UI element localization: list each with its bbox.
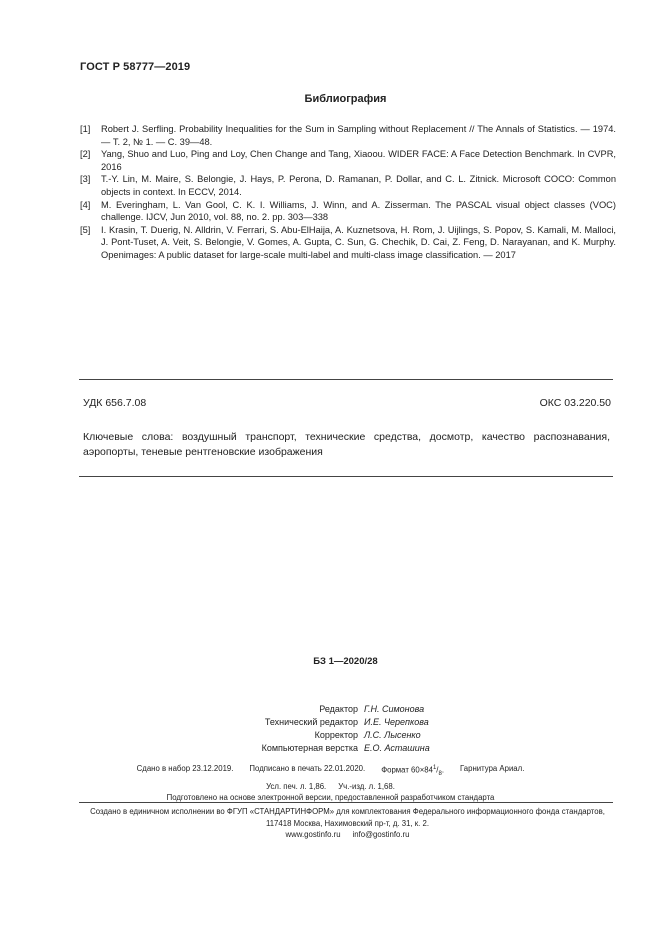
bibliography-item-number: [1]: [80, 124, 91, 134]
paper-format: Формат $60\times 84^1/_8$.: [381, 765, 444, 778]
bibliography-list: [80, 123, 616, 262]
print-details: [0, 763, 661, 804]
footer-divider: [79, 802, 613, 803]
paper-format-label: Формат 60×84: [381, 765, 433, 775]
bz-number: [0, 656, 661, 667]
bibliography-title: [0, 93, 661, 105]
staff-name: Е.О. Асташина: [364, 743, 430, 753]
staff-role: Технический редактор: [264, 717, 358, 727]
paper-format-numerator: 1: [432, 765, 437, 771]
typeface: Гарнитура Ариал.: [459, 764, 525, 773]
print-details-line: [0, 781, 661, 793]
staff-row: [180, 742, 440, 755]
bibliography-item: [80, 148, 616, 173]
email-link[interactable]: info@gostinfo.ru: [352, 830, 410, 839]
bibliography-item: [80, 173, 616, 198]
prepared-note: Подготовлено на основе электронной версии, предоставленной разработчиком стандарта: [166, 793, 495, 803]
website-link[interactable]: www.gostinfo.ru: [285, 830, 341, 839]
staff-name: Г.Н. Симонова: [364, 704, 425, 714]
publishing-sheets: Уч.-изд. л. 1,68.: [338, 781, 395, 791]
paper-format-denominator: 8: [438, 771, 442, 778]
signed-date: Подписано в печать 22.01.2020.: [249, 764, 366, 773]
bibliography-item-number: [5]: [80, 224, 91, 235]
bottom-divider: [79, 476, 613, 477]
bibliography-item: [80, 123, 616, 148]
staff-name: И.Е. Черепкова: [364, 717, 429, 727]
bibliography-title-text: Библиография: [304, 93, 387, 105]
staff-row: [180, 729, 440, 742]
staff-name: Л.С. Лысенко: [364, 730, 421, 740]
staff-role: Компьютерная верстка: [261, 743, 358, 753]
keywords: Ключевые слова: воздушный транспорт, технические средства, досмотр, качество распознавания, аэропорты, теневые рентгеновские изображения: [83, 431, 610, 458]
bz-number-text: БЗ 1—2020/28: [313, 656, 378, 667]
publisher-info: [80, 806, 615, 841]
bibliography-item-number: [2]: [80, 149, 91, 160]
bibliography-item-number: [4]: [80, 199, 91, 210]
udc-code: УДК 656.7.08: [83, 397, 147, 409]
submitted-date: Сдано в набор 23.12.2019.: [136, 764, 234, 773]
bibliography-item-text: I. Krasin, T. Duerig, N. Alldrin, V. Ferrari, S. Abu-ElHaija, A. Kuznetsova, H. Rom, J. Uijlings, S. Popov, S. Kamali, M. Malloci, J. Pont-Tuset, A. Veit, S. Belongie, V. Gomes, A. Gupta, C. Sun, G. Chechik, D. Cai, Z. Feng, D. Narayanan, and K. Murphy. Openimages: A public dataset for large-scale multi-label and multi-class image classification. — 2017: [101, 224, 616, 260]
staff-row: [180, 716, 440, 729]
staff-role: Редактор: [319, 704, 358, 714]
bibliography-item-number: [3]: [80, 174, 91, 185]
staff-list: [180, 703, 440, 755]
print-sheets: Усл. печ. л. 1,86.: [266, 781, 327, 791]
print-details-line: [0, 763, 661, 781]
bibliography-item: [80, 224, 616, 262]
bibliography-item: [80, 199, 616, 224]
staff-row: [180, 703, 440, 716]
bibliography-item-text: Yang, Shuo and Luo, Ping and Loy, Chen Change and Tang, Xiaoou. WIDER FACE: A Face Detection Benchmark. In CVPR, 2016: [101, 149, 616, 172]
top-divider: [79, 379, 613, 380]
contacts: [80, 829, 615, 841]
bibliography-item-text: Robert J. Serfling. Probability Inequalities for the Sum in Sampling without Replacement // The Annals of Statistics. — 1974. — Т. 2, № 1. — С. 39—48.: [101, 124, 616, 147]
staff-role: Корректор: [314, 730, 358, 740]
standard-number: ГОСТ Р 58777—2019: [80, 61, 191, 73]
created-note: Создано в единичном исполнении во ФГУП «СТАНДАРТИНФОРМ» для комплектования Федерального информационного фонда стандартов, 117418 Москва, Нахимовский пр-т, д. 31, к. 2.: [90, 807, 605, 828]
oks-code: ОКС 03.220.50: [539, 397, 611, 409]
bibliography-item-text: M. Everingham, L. Van Gool, C. K. I. Williams, J. Winn, and A. Zisserman. The PASCAL visual object classes (VOC) challenge. IJCV, Jun 2010, vol. 88, no. 2. pp. 303—338: [101, 199, 616, 223]
bibliography-item-text: T.-Y. Lin, M. Maire, S. Belongie, J. Hays, P. Perona, D. Ramanan, P. Dollar, and C. L. Zitnick. Microsoft COCO: Common objects in context. In ECCV, 2014.: [101, 174, 616, 197]
